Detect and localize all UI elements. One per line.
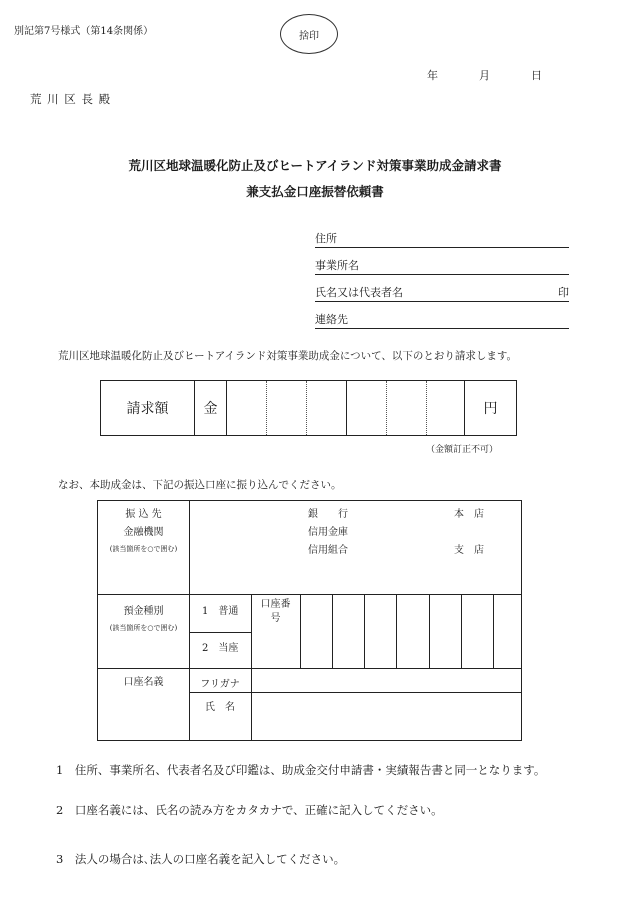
institution-hint: (該当箇所を○で囲む): [109, 545, 178, 553]
holder-name-label: 氏 名: [205, 702, 235, 713]
amount-digit-cell[interactable]: [386, 381, 426, 435]
form-title: 荒川区地球温暖化防止及びヒートアイランド対策事業助成金請求書: [128, 158, 502, 173]
amount-digit-cell[interactable]: [226, 381, 266, 435]
date-month-label: 月: [479, 69, 490, 82]
note-1: 1 住所、事業所名、代表者名及び印鑑は、助成金交付申請書・実績報告書と同一となります。: [56, 763, 546, 777]
request-sentence: 荒川区地球温暖化防止及びヒートアイランド対策事業助成金について、以下のとおり請求します。: [58, 350, 518, 362]
business-name-field[interactable]: [315, 259, 569, 275]
amount-note: （金額訂正不可）: [426, 445, 499, 455]
amount-digit-cell[interactable]: [426, 381, 464, 435]
note-2: 2 口座名義には、氏名の読み方をカタカナで、正確に記入してください。: [56, 803, 443, 817]
account-number-cell[interactable]: [300, 594, 332, 668]
date-year-label: 年: [427, 69, 438, 82]
sute-in-stamp: [280, 14, 338, 54]
contact-label: 連絡先: [315, 313, 348, 326]
amount-digit-cell[interactable]: [346, 381, 386, 435]
institution-type-shinkin[interactable]: 信用金庫: [308, 527, 348, 538]
form-subtitle: 兼支払金口座振替依頼書: [246, 184, 384, 199]
date-day-label: 日: [531, 69, 542, 82]
amount-box: [100, 380, 517, 436]
seal-mark: 印: [558, 286, 569, 299]
account-type-checking[interactable]: 2 当座: [202, 643, 239, 654]
institution-label-2: 金融機関: [123, 527, 164, 538]
account-type-ordinary[interactable]: 1 普通: [202, 606, 239, 617]
account-number-cell[interactable]: [429, 594, 461, 668]
amount-suffix: 円: [464, 381, 516, 435]
representative-label: 氏名又は代表者名: [315, 286, 403, 299]
stamp-label: 捨印: [299, 30, 319, 42]
account-number-cell[interactable]: [364, 594, 396, 668]
transfer-sentence: なお、本助成金は、下記の振込口座に振り込んでください。: [58, 479, 342, 491]
account-number-label: 口座番 号: [260, 599, 291, 624]
branch-type-main[interactable]: 本 店: [454, 509, 484, 520]
form-number: 別記第7号様式（第14条関係）: [14, 26, 154, 37]
account-type-hint: (該当箇所を○で囲む): [109, 624, 178, 632]
bank-account-table: [97, 500, 522, 741]
account-type-label: 預金種別: [123, 606, 164, 617]
furigana-label: フリガナ: [200, 679, 240, 690]
institution-label: 振 込 先: [125, 509, 162, 520]
account-number-cell[interactable]: [461, 594, 493, 668]
amount-digit-cell[interactable]: [266, 381, 306, 435]
holder-name-input[interactable]: [252, 693, 520, 739]
account-number-cell[interactable]: [396, 594, 429, 668]
contact-field[interactable]: [315, 313, 569, 329]
account-number-cell[interactable]: [493, 594, 521, 668]
branch-type-branch[interactable]: 支 店: [454, 545, 484, 556]
representative-field[interactable]: [315, 286, 569, 302]
account-holder-label: 口座名義: [123, 677, 164, 688]
address-label: 住所: [315, 232, 337, 245]
note-3: 3 法人の場合は､法人の口座名義を記入してください。: [56, 852, 346, 866]
amount-prefix: 金: [194, 381, 226, 435]
addressee: 荒 川 区 長 殿: [30, 92, 112, 106]
institution-type-kumiai[interactable]: 信用組合: [308, 545, 348, 556]
business-name-label: 事業所名: [315, 259, 359, 272]
address-field[interactable]: [315, 232, 569, 248]
account-number-cell[interactable]: [332, 594, 364, 668]
amount-label: 請求額: [126, 401, 169, 417]
amount-digit-cell[interactable]: [306, 381, 346, 435]
furigana-input[interactable]: [252, 669, 520, 691]
institution-type-bank[interactable]: 銀 行: [308, 509, 348, 520]
